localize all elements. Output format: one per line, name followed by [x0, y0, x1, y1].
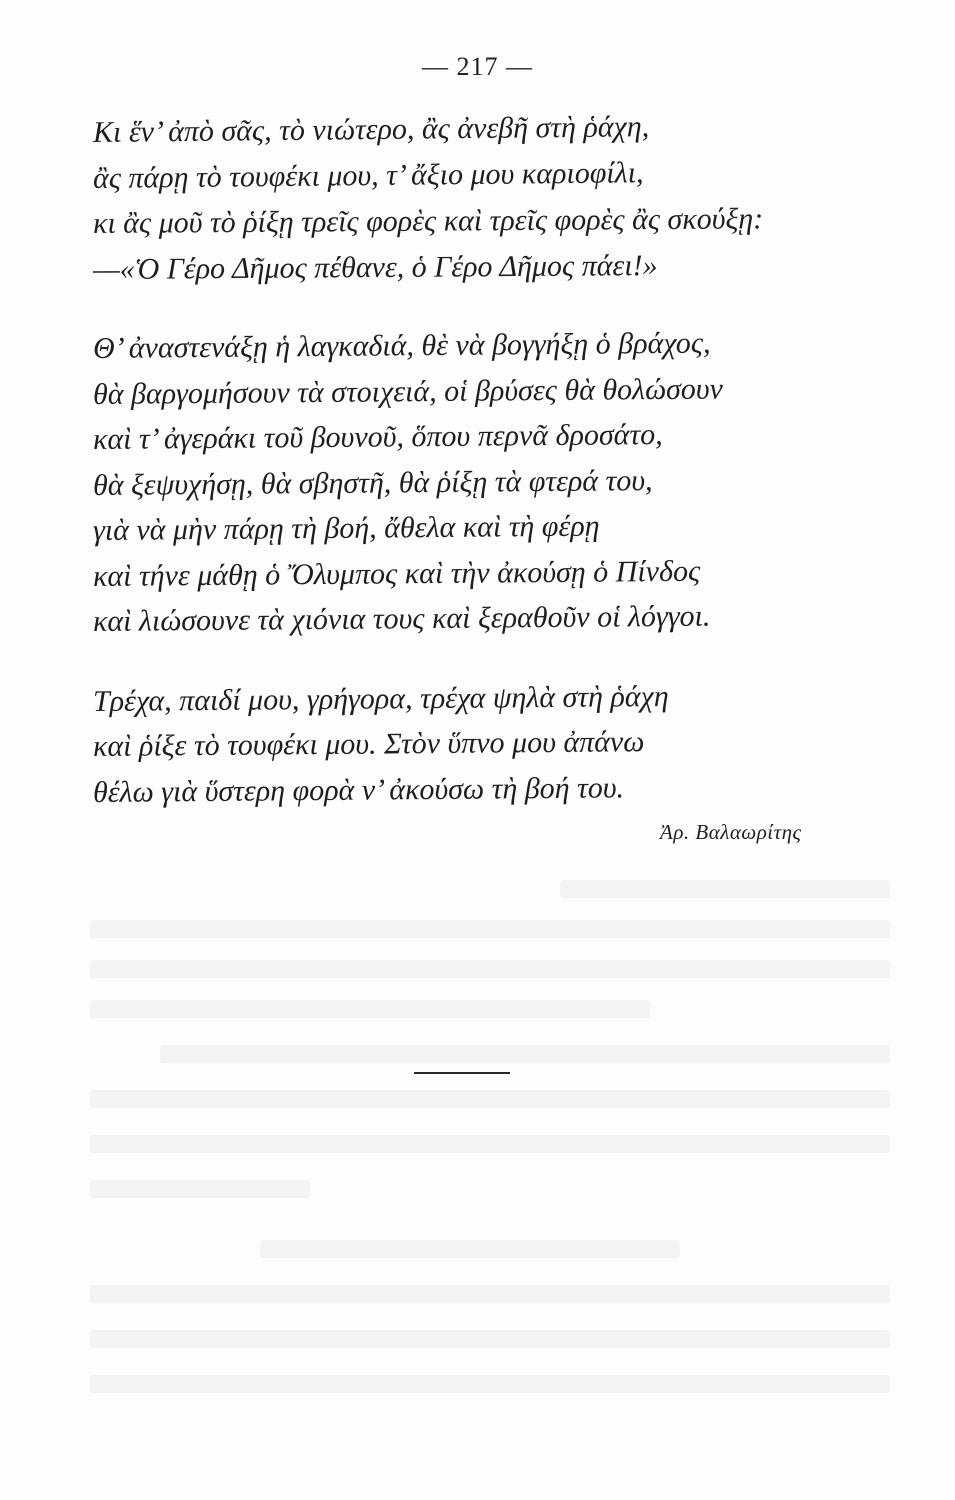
- stanza-3: [93, 679, 893, 816]
- verse-line: καὶ τήνε μάθῃ ὁ Ὄλυμπος καὶ τὴν ἀκούσῃ ὁ Πίνδος: [92, 554, 701, 593]
- verse-line: καὶ λιώσουνε τὰ χιόνια τους καὶ ξεραθοῦν οἱ λόγγοι.: [92, 599, 711, 638]
- verse-line: γιὰ νὰ μὴν πάρῃ τὴ βοή, ἄθελα καὶ τὴ φέρῃ: [92, 509, 600, 547]
- stanza-1: [93, 110, 893, 292]
- verse-line: Κι ἕν’ ἀπὸ σᾶς, τὸ νιώτερο, ἂς ἀνεβῆ στὴ ῥάχη,: [92, 110, 650, 149]
- verse-line: θὰ βαργομήσουν τὰ στοιχειά, οἱ βρύσες θὰ θολώσουν: [92, 372, 724, 411]
- verse-line: Τρέχα, παιδί μου, γρήγορα, τρέχα ψηλὰ στὴ ῥάχη: [92, 679, 669, 718]
- stanza-2: [93, 326, 893, 645]
- verse-line: ἂς πάρῃ τὸ τουφέκι μου, τ’ ἄξιο μου καριοφίλι,: [92, 155, 644, 195]
- page-number: — 217 —: [422, 52, 533, 81]
- section-divider: [414, 1072, 510, 1074]
- verse-line: κι ἂς μοῦ τὸ ῥίξῃ τρεῖς φορὲς καὶ τρεῖς φορὲς ἂς σκούξῃ:: [92, 202, 764, 240]
- verse-line: θὰ ξεψυχήσῃ, θὰ σβηστῆ, θὰ ῥίξῃ τὰ φτερά του,: [92, 463, 653, 502]
- verse-line: —«Ὁ Γέρο Δῆμος πέθανε, ὁ Γέρο Δῆμος πάει!»: [92, 248, 658, 286]
- poem: [93, 110, 893, 815]
- author-signature: Ἀρ. Βαλαωρίτης: [660, 820, 802, 844]
- verse-line: θέλω γιὰ ὕστερη φορὰ ν’ ἀκούσω τὴ βοή του.: [92, 770, 625, 809]
- verse-line: Θ’ ἀναστενάξῃ ἡ λαγκαδιά, θὲ νὰ βογγήξῃ ὁ βράχος,: [92, 326, 711, 365]
- verse-line: καὶ τ’ ἀγεράκι τοῦ βουνοῦ, ὅπου περνᾶ δροσάτο,: [92, 418, 663, 456]
- verse-line: καὶ ῥίξε τὸ τουφέκι μου. Στὸν ὕπνο μου ἀπάνω: [92, 725, 645, 763]
